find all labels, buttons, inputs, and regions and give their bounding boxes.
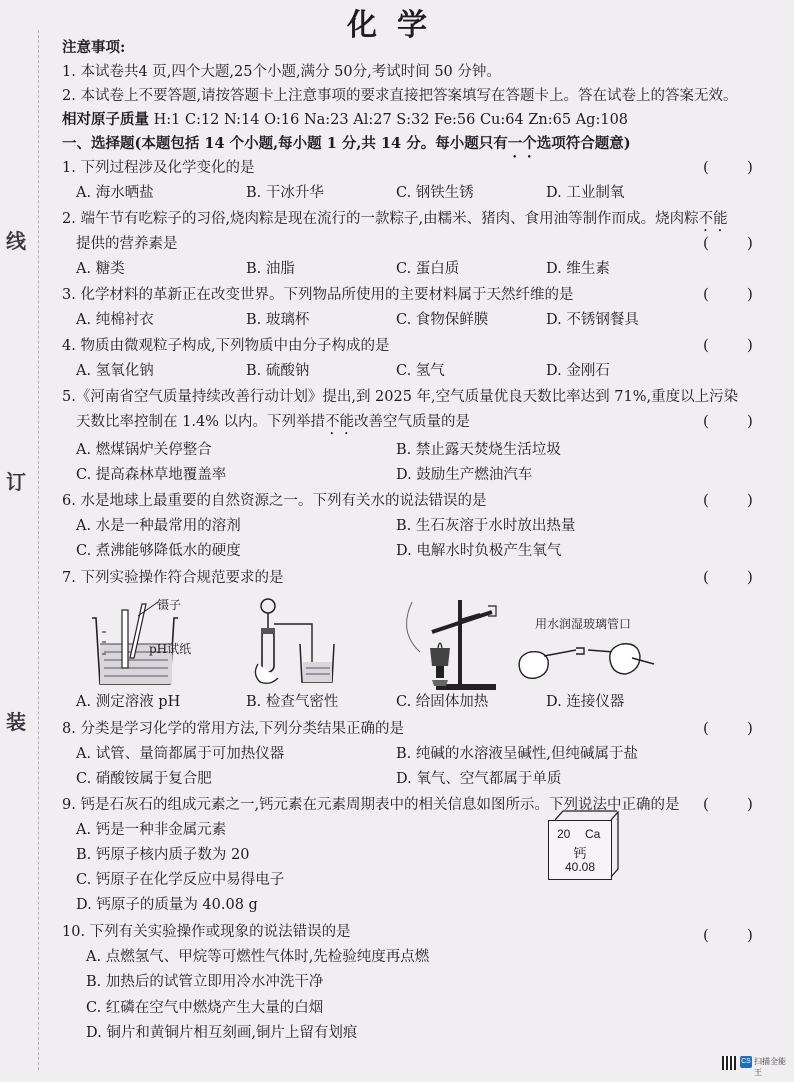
- q2-option-b: B. 油脂: [246, 261, 295, 277]
- q10-stem: 10. 下列有关实验操作或现象的说法错误的是: [62, 924, 351, 940]
- label-wet-tube: 用水润湿玻璃管口: [535, 617, 632, 631]
- q2-option-a: A. 糖类: [76, 261, 125, 277]
- section1-tail: 选项符合题意): [536, 135, 631, 152]
- q3-option-d: D. 不锈钢餐具: [546, 312, 639, 328]
- q5-stem: 5.《河南省空气质量持续改善行动计划》提出,到 2025 年,空气质量优良天数比率达到 71%,重度以上污染: [62, 389, 739, 405]
- element-name: 钙: [573, 847, 587, 862]
- notice-item-1: 1. 本试卷共4 页,四个大题,25个小题,满分 50分,考试时间 50 分钟。: [62, 64, 501, 80]
- q5-stem-line2: 天数比率控制在 1.4% 以内。下列举措不能改善空气质量的是: [76, 414, 471, 430]
- q9-stem: 9. 钙是石灰石的组成元素之一,钙元素在元素周期表中的相关信息如图所示。下列说法中正确的是: [62, 797, 680, 813]
- q4-option-a: A. 氢氧化钠: [76, 363, 154, 379]
- q6-answer-paren: ( ): [703, 491, 753, 509]
- q5-option-d: D. 鼓励生产燃油汽车: [396, 467, 533, 483]
- q1-option-c: C. 钢铁生锈: [396, 185, 474, 201]
- q3-answer-paren: ( ): [703, 285, 753, 303]
- q8-option-c: C. 硝酸铵属于复合肥: [76, 771, 212, 787]
- element-cube-edge: [555, 810, 617, 820]
- element-symbol: Ca: [585, 827, 601, 841]
- q1-option-a: A. 海水晒盐: [76, 185, 154, 201]
- scanner-watermark: [722, 1056, 788, 1076]
- binding-char-ding: 订: [6, 470, 26, 494]
- q10-option-b: B. 加热后的试管立即用冷水冲洗干净: [86, 974, 324, 990]
- q6-stem: 6. 水是地球上最重要的自然资源之一。下列有关水的说法错误的是: [62, 493, 487, 509]
- atomic-mass-line: [62, 110, 628, 130]
- q10-answer-paren: ( ): [703, 926, 753, 944]
- q3-option-b: B. 玻璃杯: [246, 312, 310, 328]
- q9-option-d: D. 钙原子的质量为 40.08 g: [76, 897, 258, 913]
- q1-stem: 1. 下列过程涉及化学变化的是: [62, 160, 255, 176]
- q7-option-c: C. 给固体加热: [396, 694, 489, 710]
- q4-answer-paren: ( ): [703, 336, 753, 354]
- q3-option-a: A. 纯棉衬衣: [76, 312, 154, 328]
- q2-stem-line2: 提供的营养素是: [76, 236, 178, 252]
- element-card-calcium: [548, 820, 612, 880]
- q3-stem: 3. 化学材料的革新正在改变世界。下列物品所使用的主要材料属于天然纤维的是: [62, 287, 574, 303]
- q1-option-b: B. 干冰升华: [246, 185, 324, 201]
- q5-answer-paren: ( ): [703, 412, 753, 430]
- q5-option-c: C. 提高森林草地覆盖率: [76, 467, 227, 483]
- q7-option-a: A. 测定溶液 pH: [76, 694, 181, 710]
- binding-line: [38, 30, 39, 1070]
- q9-option-c: C. 钙原子在化学反应中易得电子: [76, 872, 285, 888]
- q7-option-b: B. 检查气密性: [246, 694, 339, 710]
- figure-heating-solid: [392, 592, 512, 692]
- binding-char-xian: 线: [6, 229, 26, 253]
- camscanner-badge: CS: [740, 1056, 752, 1068]
- binding-char-zhuang: 装: [6, 710, 26, 734]
- figure-connecting-tubes: [514, 630, 664, 690]
- q7-answer-paren: ( ): [703, 568, 753, 586]
- page-title: 化学: [347, 8, 447, 43]
- q7-option-d: D. 连接仪器: [546, 694, 625, 710]
- q10-option-c: C. 红磷在空气中燃烧产生大量的白烟: [86, 1000, 324, 1016]
- q8-stem: 8. 分类是学习化学的常用方法,下列分类结果正确的是: [62, 721, 405, 737]
- q4-option-c: C. 氢气: [396, 363, 445, 379]
- atomic-mass-values: H:1 C:12 N:14 O:16 Na:23 Al:27 S:32 Fe:56 Cu:64 Zn:65 Ag:108: [153, 112, 629, 128]
- q9-option-a: A. 钙是一种非金属元素: [76, 822, 227, 838]
- q4-stem: 4. 物质由微观粒子构成,下列物质中由分子构成的是: [62, 338, 390, 354]
- q8-option-d: D. 氧气、空气都属于单质: [396, 771, 562, 787]
- notice-heading: 注意事项:: [62, 39, 126, 56]
- q4-option-b: B. 硫酸钠: [246, 363, 310, 379]
- q5-option-a: A. 燃煤锅炉关停整合: [76, 442, 212, 458]
- qr-code-icon: [722, 1056, 736, 1070]
- q6-option-d: D. 电解水时负极产生氧气: [396, 543, 562, 559]
- atomic-mass-label: 相对原子质量: [62, 111, 149, 128]
- label-tweezers: 镊子: [157, 598, 182, 612]
- label-ph-paper: pH试纸: [149, 642, 192, 656]
- figure-airtight-check: [250, 594, 350, 690]
- section1-heading: [62, 134, 631, 161]
- q1-option-d: D. 工业制氧: [546, 185, 625, 201]
- element-mass: 40.08: [564, 860, 596, 874]
- camscanner-text: 扫描全能王: [754, 1057, 786, 1077]
- q6-option-c: C. 煮沸能够降低水的硬度: [76, 543, 241, 559]
- q2-option-d: D. 维生素: [546, 261, 610, 277]
- q4-option-d: D. 金刚石: [546, 363, 610, 379]
- q6-option-b: B. 生石灰溶于水时放出热量: [396, 518, 576, 534]
- q9-option-b: B. 钙原子核内质子数为 20: [76, 847, 250, 863]
- q8-option-b: B. 纯碱的水溶液呈碱性,但纯碱属于盐: [396, 746, 638, 762]
- section1-head: 一、选择题(本题包括 14 个小题,每小题 1 分,共 14 分。每小题只有: [62, 135, 508, 152]
- q9-answer-paren: ( ): [703, 795, 753, 813]
- q7-stem: 7. 下列实验操作符合规范要求的是: [62, 570, 284, 586]
- q5-option-b: B. 禁止露天焚烧生活垃圾: [396, 442, 561, 458]
- q10-option-a: A. 点燃氢气、甲烷等可燃性气体时,先检验纯度再点燃: [86, 949, 430, 965]
- q8-option-a: A. 试管、量筒都属于可加热仪器: [76, 746, 285, 762]
- element-atomic-number: 20: [557, 827, 571, 841]
- q8-answer-paren: ( ): [703, 719, 753, 737]
- q10-option-d: D. 铜片和黄铜片相互刻画,铜片上留有划痕: [86, 1025, 358, 1041]
- q1-answer-paren: ( ): [703, 158, 753, 176]
- q3-option-c: C. 食物保鲜膜: [396, 312, 489, 328]
- q6-option-a: A. 水是一种最常用的溶剂: [76, 518, 241, 534]
- section1-dotted: 一个: [507, 135, 537, 152]
- q2-stem: 2. 端午节有吃粽子的习俗,烧肉粽是现在流行的一款粽子,由糯米、猪肉、食用油等制作而成。烧肉粽不能: [62, 211, 728, 227]
- notice-item-2: 2. 本试卷上不要答题,请按答题卡上注意事项的要求直接把答案填写在答题卡上。答在试卷上的答案无效。: [62, 88, 738, 104]
- q2-option-c: C. 蛋白质: [396, 261, 460, 277]
- q2-answer-paren: ( ): [703, 234, 753, 252]
